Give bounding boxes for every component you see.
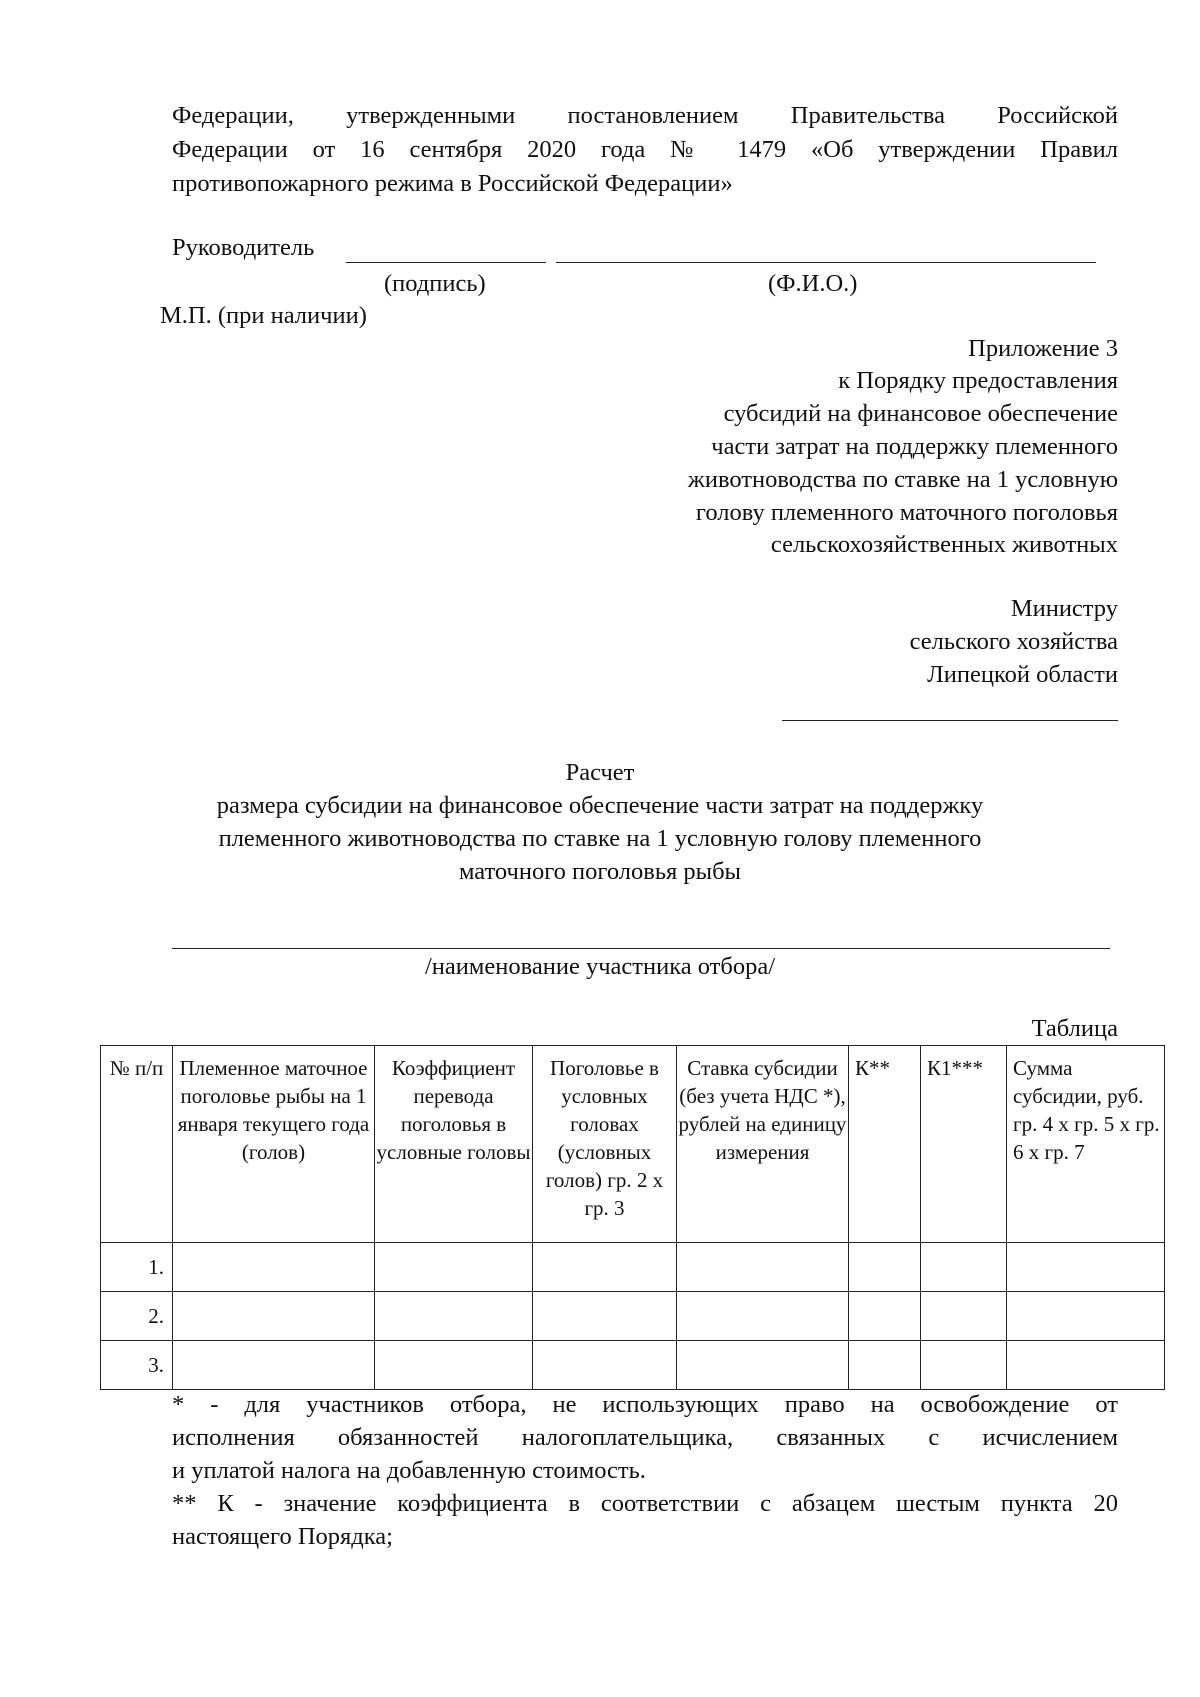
intro-line-1: Федерации, утвержденными постановлением Правительства Российской xyxy=(172,102,1118,129)
table-cell xyxy=(849,1243,921,1292)
signature-line xyxy=(346,262,546,263)
table-cell xyxy=(533,1341,677,1390)
name-line xyxy=(556,262,1096,263)
header-subsidy-rate: Ставка субсидии (без учета НДС *), рублей на единицу измерения xyxy=(677,1046,849,1243)
participant-line xyxy=(172,948,1110,949)
table-cell xyxy=(1007,1341,1165,1390)
table-cell xyxy=(677,1341,849,1390)
header-conditional-heads: Поголовье в условных головах (условных голов) гр. 2 х гр. 3 xyxy=(533,1046,677,1243)
table-header-row xyxy=(101,1046,1165,1243)
intro-line-2: Федерации от 16 сентября 2020 года № 1479 «Об утверждении Правил xyxy=(172,136,1118,163)
header-breeding-stock: Племенное маточное поголовье рыбы на 1 января текущего года (голов) xyxy=(173,1046,375,1243)
table-cell xyxy=(849,1341,921,1390)
table-cell xyxy=(173,1243,375,1292)
appendix-line-2: к Порядку предоставления xyxy=(838,367,1118,394)
table-cell xyxy=(849,1292,921,1341)
footnote-2-line-1: ** К - значение коэффициента в соответствии с абзацем шестым пункта 20 xyxy=(172,1490,1118,1517)
table-cell xyxy=(921,1341,1007,1390)
row-number: 2. xyxy=(101,1292,173,1341)
title-line-2: племенного животноводства по ставке на 1 условную голову племенного xyxy=(218,825,982,852)
table-cell xyxy=(533,1292,677,1341)
stamp-note: М.П. (при наличии) xyxy=(160,302,367,329)
addressee-blank-line xyxy=(782,720,1118,721)
title-heading: Расчет xyxy=(565,759,635,786)
signature-label: Руководитель xyxy=(172,234,315,261)
table-cell xyxy=(1007,1243,1165,1292)
appendix-line-1: Приложение 3 xyxy=(968,335,1118,362)
table-cell xyxy=(1007,1292,1165,1341)
name-caption: (Ф.И.О.) xyxy=(768,270,858,297)
table-cell xyxy=(375,1243,533,1292)
table-cell xyxy=(921,1292,1007,1341)
calculation-table xyxy=(100,1045,1165,1390)
addressee-line-1: Министру xyxy=(1010,595,1118,622)
header-conversion-coefficient: Коэффициент перевода поголовья в условные головы xyxy=(375,1046,533,1243)
appendix-line-4: части затрат на поддержку племенного xyxy=(711,433,1118,460)
table-cell xyxy=(921,1243,1007,1292)
footnote-2-line-2: настоящего Порядка; xyxy=(172,1523,393,1550)
addressee-line-2: сельского хозяйства xyxy=(909,628,1118,655)
header-k: К** xyxy=(849,1046,921,1243)
appendix-line-6: голову племенного маточного поголовья xyxy=(695,499,1118,526)
table-cell xyxy=(375,1341,533,1390)
header-number: № п/п xyxy=(101,1046,173,1243)
table-cell xyxy=(173,1292,375,1341)
intro-line-3: противопожарного режима в Российской Федерации» xyxy=(172,170,733,197)
table-label: Таблица xyxy=(1031,1015,1118,1042)
footnote-1-line-2: исполнения обязанностей налогоплательщика, связанных с исчислением xyxy=(172,1424,1118,1451)
title-line-3: маточного поголовья рыбы xyxy=(458,858,742,885)
table-cell xyxy=(677,1292,849,1341)
appendix-line-5: животноводства по ставке на 1 условную xyxy=(687,466,1118,493)
row-number: 3. xyxy=(101,1341,173,1390)
header-subsidy-sum: Сумма субсидии, руб. гр. 4 х гр. 5 х гр. 6 х гр. 7 xyxy=(1007,1046,1165,1243)
table-cell xyxy=(533,1243,677,1292)
header-k1: К1*** xyxy=(921,1046,1007,1243)
table-cell xyxy=(173,1341,375,1390)
table-row xyxy=(101,1341,1165,1390)
appendix-line-3: субсидий на финансовое обеспечение xyxy=(723,400,1118,427)
title-line-1: размера субсидии на финансовое обеспечение части затрат на поддержку xyxy=(216,792,984,819)
footnote-1-line-3: и уплатой налога на добавленную стоимость. xyxy=(172,1457,646,1484)
addressee-line-3: Липецкой области xyxy=(927,661,1118,688)
footnote-1-line-1: * - для участников отбора, не использующих право на освобождение от xyxy=(172,1391,1118,1418)
table-row xyxy=(101,1243,1165,1292)
table-cell xyxy=(677,1243,849,1292)
appendix-line-7: сельскохозяйственных животных xyxy=(770,531,1118,558)
participant-caption: /наименование участника отбора/ xyxy=(424,953,776,980)
table-row xyxy=(101,1292,1165,1341)
sign-caption: (подпись) xyxy=(384,270,486,297)
table-cell xyxy=(375,1292,533,1341)
row-number: 1. xyxy=(101,1243,173,1292)
